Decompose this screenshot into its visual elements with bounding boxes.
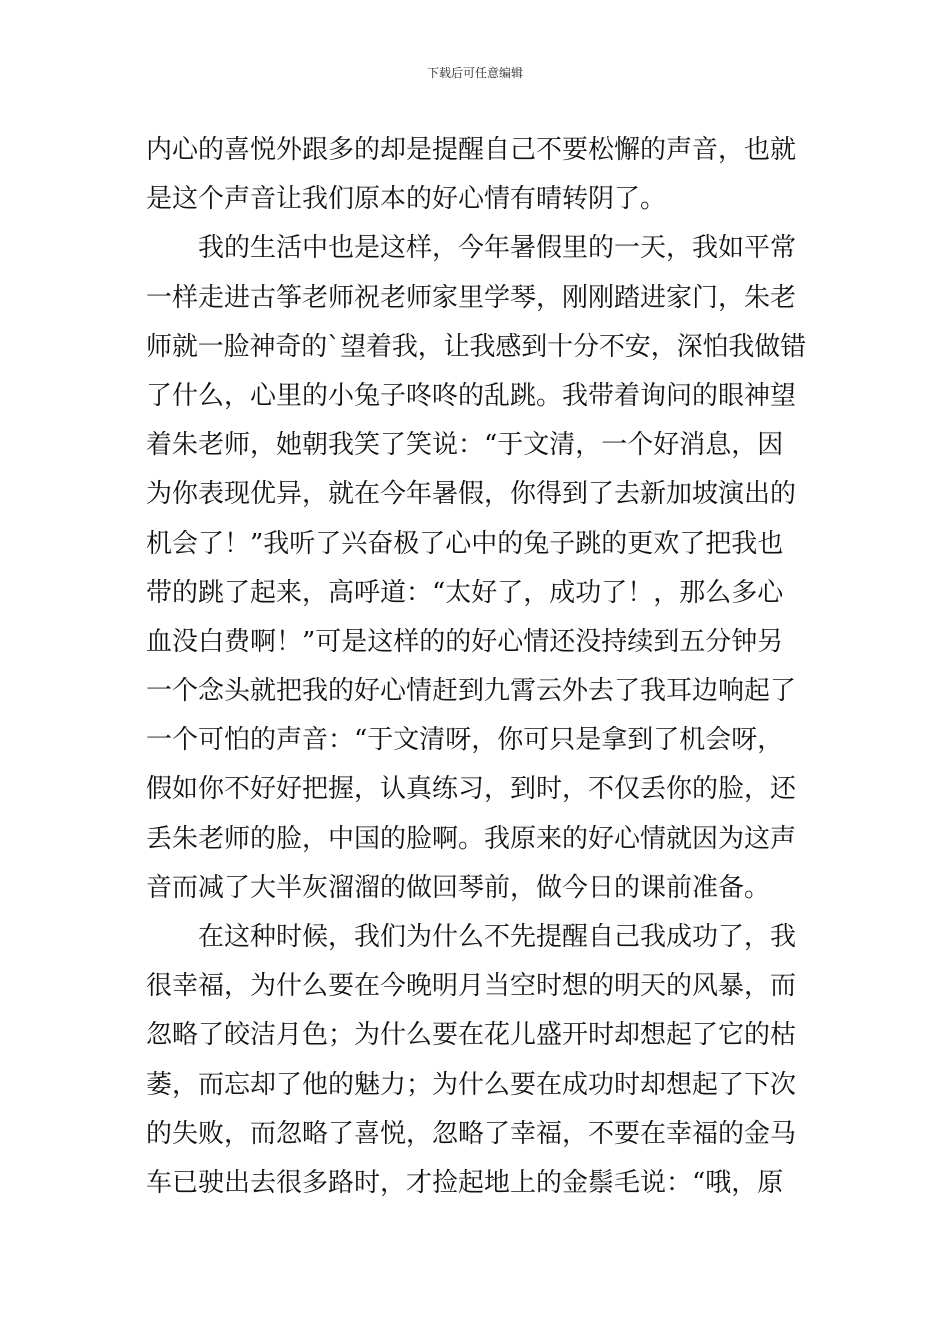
text-line: 了什么，心里的小兔子咚咚的乱跳。我带着询问的眼神望: [146, 380, 797, 411]
text-line: 一个可怕的声音：“于文清呀，你可只是拿到了机会呀，: [146, 725, 784, 756]
text-line: 车已驶出去很多路时，才捡起地上的金鬃毛说：“哦，原: [146, 1167, 784, 1198]
text-line: 着朱老师，她朝我笑了笑说：“于文清，一个好消息，因: [146, 430, 784, 461]
text-line: 一个念头就把我的好心情赶到九霄云外去了我耳边响起了: [146, 676, 797, 707]
text-line: 为你表现优异，就在今年暑假，你得到了去新加坡演出的: [146, 479, 797, 510]
text-line: 假如你不好好把握，认真练习，到时，不仅丢你的脸，还: [146, 774, 797, 805]
text-line: 师就一脸神奇的`望着我，让我感到十分不安，深怕我做错: [146, 331, 806, 362]
text-line: 一样走进古筝老师祝老师家里学琴，刚刚踏进家门，朱老: [146, 282, 797, 313]
page-header: 下载后可任意编辑: [426, 66, 523, 80]
text-line: 带的跳了起来，高呼道：“太好了，成功了！，那么多心: [146, 577, 784, 608]
text-line: 内心的喜悦外跟多的却是提醒自己不要松懈的声音，也就: [146, 135, 797, 165]
text-line: 我的生活中也是这样，今年暑假里的一天，我如平常: [198, 233, 797, 264]
text-line: 机会了！”我听了兴奋极了心中的兔子跳的更欢了把我也: [146, 528, 784, 559]
text-line: 是这个声音让我们原本的好心情有晴转阴了。: [146, 184, 667, 215]
text-line: 血没白费啊！”可是这样的的好心情还没持续到五分钟另: [146, 626, 784, 657]
text-line: 很幸福，为什么要在今晚明月当空时想的明天的风暴，而: [146, 971, 797, 1002]
text-line: 的失败，而忽略了喜悦，忽略了幸福，不要在幸福的金马: [146, 1118, 797, 1149]
text-line: 萎，而忘却了他的魅力；为什么要在成功时却想起了下次: [146, 1069, 797, 1100]
text-line: 忽略了皎洁月色；为什么要在花儿盛开时却想起了它的枯: [146, 1020, 797, 1051]
body-text: [146, 126, 806, 1208]
text-line: 丢朱老师的脸，中国的脸啊。我原来的好心情就因为这声: [146, 823, 797, 854]
text-line: 音而减了大半灰溜溜的做回琴前，做今日的课前准备。: [146, 872, 771, 903]
text-line: 在这种时候，我们为什么不先提醒自己我成功了，我: [198, 922, 797, 952]
